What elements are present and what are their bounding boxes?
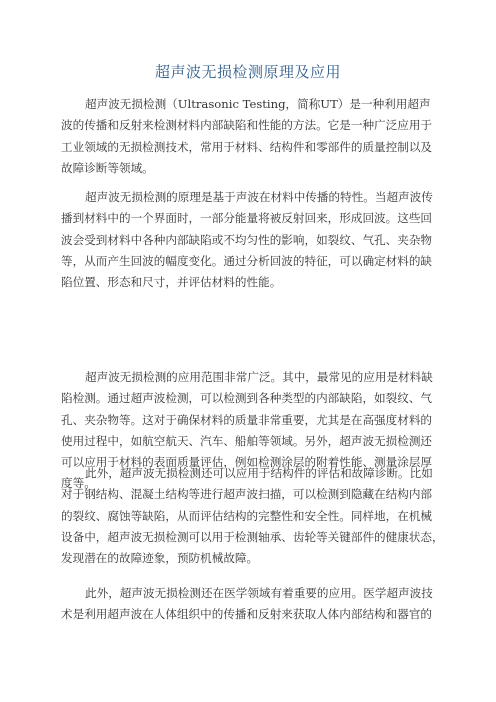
text-line: 波会受到材料中各种内部缺陷或不均匀性的影响，如裂纹、气孔、夹杂物 xyxy=(61,232,433,247)
text-line: 等，从而产生回波的幅度变化。通过分析回波的特征，可以确定材料的缺 xyxy=(61,253,433,268)
text-line: 设备中，超声波无损检测可以用于检测轴承、齿轮等关键部件的健康状态， xyxy=(61,529,444,544)
text-line: 播到材料中的一个界面时，一部分能量将被反射回来，形成回波。这些回 xyxy=(61,211,433,226)
text-line: 超声波无损检测（Ultrasonic Testing，简称UT）是一种利用超声 xyxy=(85,97,431,111)
paragraph-introduction xyxy=(61,94,437,179)
text-line: 可以应用于材料的表面质量评估，例如检测涂层的附着性能、测量涂层厚 xyxy=(61,455,433,470)
paragraph-medical xyxy=(61,583,437,626)
text-line: 术是利用超声波在人体组织中的传播和反射来获取人体内部结构和器官的 xyxy=(61,607,433,622)
text-line: 超声波无损检测的原理是基于声波在材料中传播的特性。当超声波传 xyxy=(85,190,433,204)
text-line: 孔、夹杂物等。这对于确保材料的质量非常重要，尤其是在高强度材料的 xyxy=(61,412,433,427)
text-line: 波的传播和反射来检测材料内部缺陷和性能的方法。它是一种广泛应用于 xyxy=(61,118,433,133)
text-line: 超声波无损检测的应用范围非常广泛。其中，最常见的应用是材料缺 xyxy=(85,370,433,384)
text-line: 故障诊断等领域。 xyxy=(61,160,154,175)
text-line: 度等。 xyxy=(61,476,96,491)
paragraph-principle xyxy=(61,187,437,293)
text-line: 此外，超声波无损检测还可以应用于结构件的评估和故障诊断。比如 xyxy=(85,466,433,480)
text-line: 对于钢结构、混凝土结构等进行超声波扫描，可以检测到隐藏在结构内部 xyxy=(61,487,433,502)
text-line: 发现潜在的故障迹象，预防机械故障。 xyxy=(61,551,259,566)
text-line: 陷检测。通过超声波检测，可以检测到各种类型的内部缺陷，如裂纹、气 xyxy=(61,391,433,406)
document-title: 超声波无损检测原理及应用 xyxy=(154,63,341,81)
text-line: 工业领域的无损检测技术，常用于材料、结构件和零部件的质量控制以及 xyxy=(61,139,433,154)
text-line: 此外，超声波无损检测还在医学领域有着重要的应用。医学超声波技 xyxy=(85,586,433,600)
text-line: 的裂纹、腐蚀等缺陷，从而评估结构的完整性和安全性。同样地，在机械 xyxy=(61,508,433,523)
paragraph-structural-assessment xyxy=(61,463,444,569)
text-line: 陷位置、形态和尺寸，并评估材料的性能。 xyxy=(61,275,282,290)
text-line: 使用过程中，如航空航天、汽车、船舶等领域。另外，超声波无损检测还 xyxy=(61,433,433,448)
